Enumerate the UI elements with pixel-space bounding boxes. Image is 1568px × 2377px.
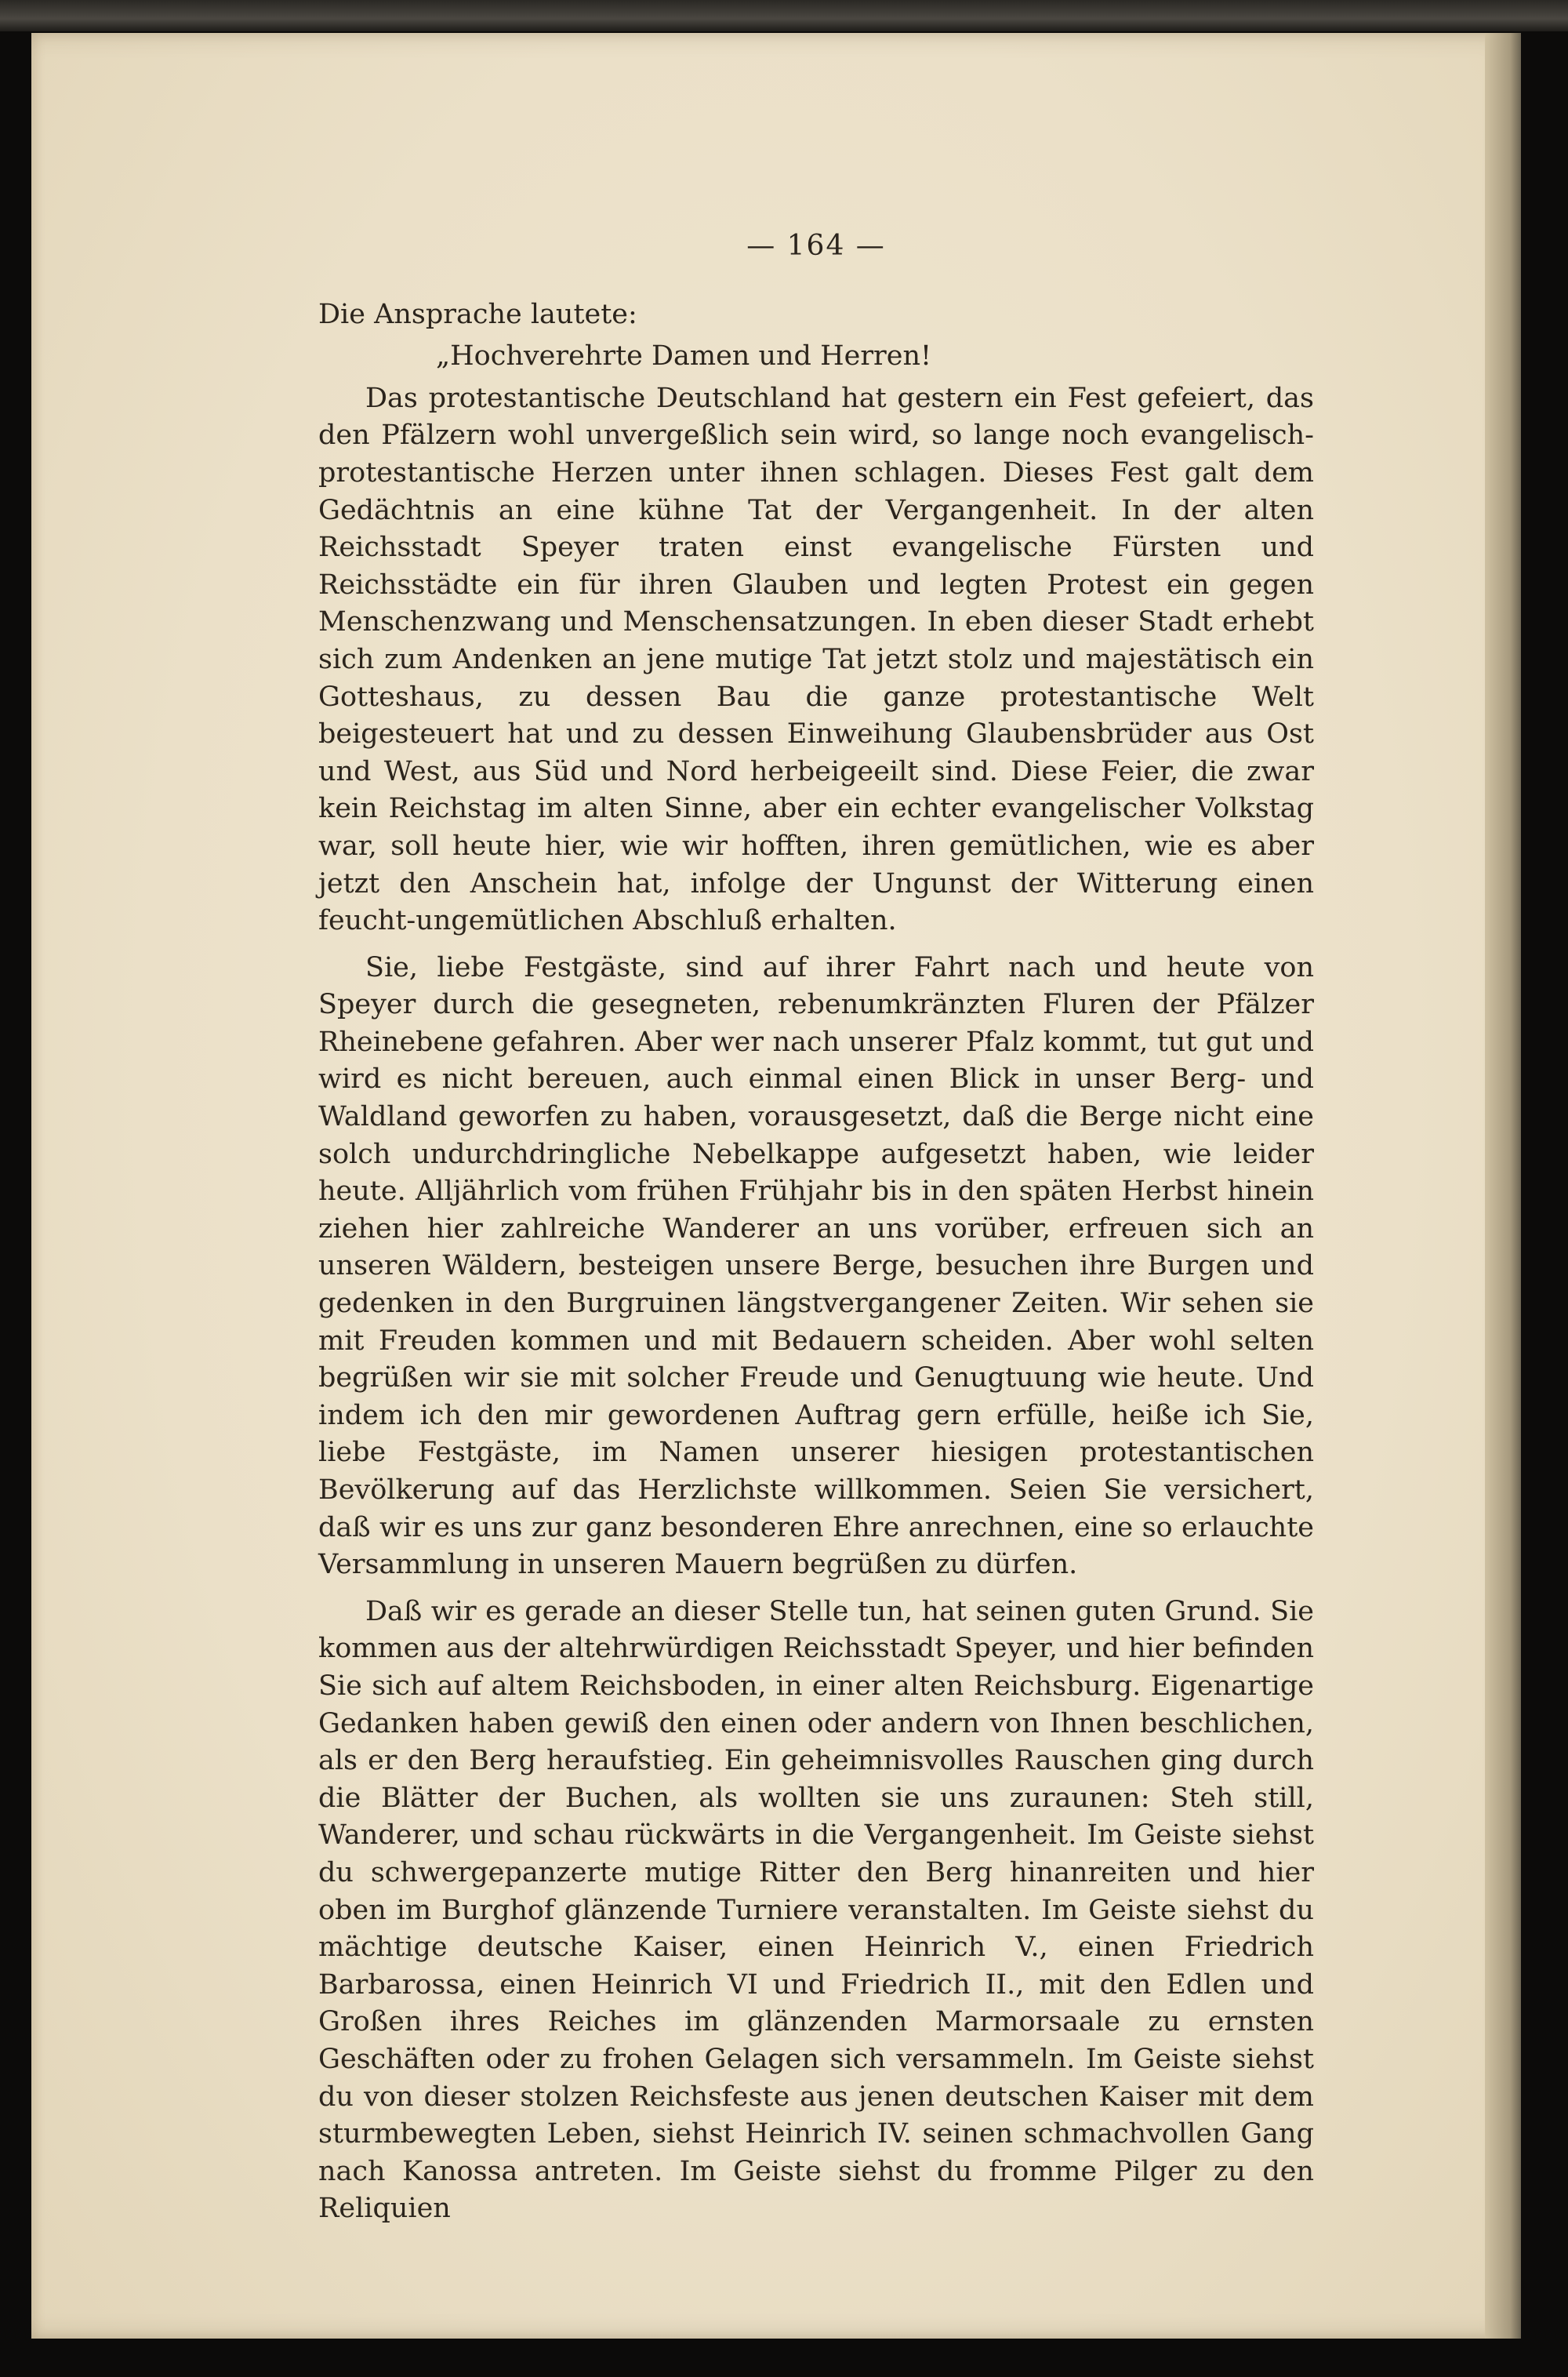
salutation: „Hochverehrte Damen und Herren!	[436, 340, 932, 373]
paragraph-2: Sie, liebe Festgäste, sind auf ihrer Fahrt nach und heute von Speyer durch die gesegneten, rebenumkränzten Fluren der Pfälzer Rheinebene gefahren. Aber wer nach unserer Pfalz kommt, tut gut und wird es nicht bereuen, auch einmal einen Blick in unser Berg- und Waldland geworfen zu haben, vorausgesetzt, daß die Berge nicht eine solch undurchdringliche Nebelkappe aufgesetzt haben, wie leider heute. Alljährlich vom frühen Frühjahr bis in den späten Herbst hinein ziehen hier zahlreiche Wanderer an uns vorüber, erfreuen sich an unseren Wäldern, besteigen unsere Berge, besuchen ihre Burgen und gedenken in den Burgruinen längstvergangener Zeiten. Wir sehen sie mit Freuden kommen und mit Bedauern scheiden. Aber wohl selten begrüßen wir sie mit solcher Freude und Genugtuung wie heute. Und indem ich den mir gewordenen Auftrag gern erfülle, heiße ich Sie, liebe Festgäste, im Namen unserer hiesigen protestantischen Bevölkerung auf das Herzlichste willkommen. Seien Sie versichert, daß wir es uns zur ganz besonderen Ehre anrechnen, eine so erlauchte Versammlung in unseren Mauern begrüßen zu dürfen.	[318, 951, 1314, 1581]
book-binding-top	[0, 0, 1568, 31]
page-text	[318, 227, 1314, 2228]
section-heading: Die Ansprache lautete:	[318, 298, 637, 330]
page-number: — 164 —	[746, 230, 886, 262]
book-page	[31, 33, 1521, 2339]
paragraph-1: Das protestantische Deutschland hat gestern ein Fest gefeiert, das den Pfälzern wohl unvergeßlich sein wird, so lange noch evangelisch-protestantische Herzen unter ihnen schlagen. Dieses Fest galt dem Gedächtnis an eine kühne Tat der Vergangenheit. In der alten Reichsstadt Speyer traten einst evangelische Fürsten und Reichsstädte ein für ihren Glauben und legten Protest ein gegen Menschenzwang und Menschensatzungen. In eben dieser Stadt erhebt sich zum Andenken an jene mutige Tat jetzt stolz und majestätisch ein Gotteshaus, zu dessen Bau die ganze protestantische Welt beigesteuert hat und zu dessen Einweihung Glaubensbrüder aus Ost und West, aus Süd und Nord herbeigeeilt sind. Diese Feier, die zwar kein Reichstag im alten Sinne, aber ein echter evangelischer Volkstag war, soll heute hier, wie wir hofften, ihren gemütlichen, wie es aber jetzt den Anschein hat, infolge der Ungunst der Witterung einen feucht-ungemütlichen Abschluß erhalten.	[318, 382, 1314, 937]
page-gutter	[1485, 33, 1521, 2339]
paragraph-3: Daß wir es gerade an dieser Stelle tun, hat seinen guten Grund. Sie kommen aus der altehrwürdigen Reichsstadt Speyer, und hier befinden Sie sich auf altem Reichsboden, in einer alten Reichsburg. Eigenartige Gedanken haben gewiß den einen oder andern von Ihnen beschlichen, als er den Berg heraufstieg. Ein geheimnisvolles Rauschen ging durch die Blätter der Buchen, als wollten sie uns zuraunen: Steh still, Wanderer, und schau rückwärts in die Vergangenheit. Im Geiste siehst du schwergepanzerte mutige Ritter den Berg hinanreiten und hier oben im Burghof glänzende Turniere veranstalten. Im Geiste siehst du mächtige deutsche Kaiser, einen Heinrich V., einen Friedrich Barbarossa, einen Heinrich VI und Friedrich II., mit den Edlen und Großen ihres Reiches im glänzenden Marmorsaale zu ernsten Geschäften oder zu frohen Gelagen sich versammeln. Im Geiste siehst du von dieser stolzen Reichsfeste aus jenen deutschen Kaiser mit dem sturmbewegten Leben, siehst Heinrich IV. seinen schmachvollen Gang nach Kanossa antreten. Im Geiste siehst du fromme Pilger zu den Reliquien	[318, 1595, 1314, 2225]
